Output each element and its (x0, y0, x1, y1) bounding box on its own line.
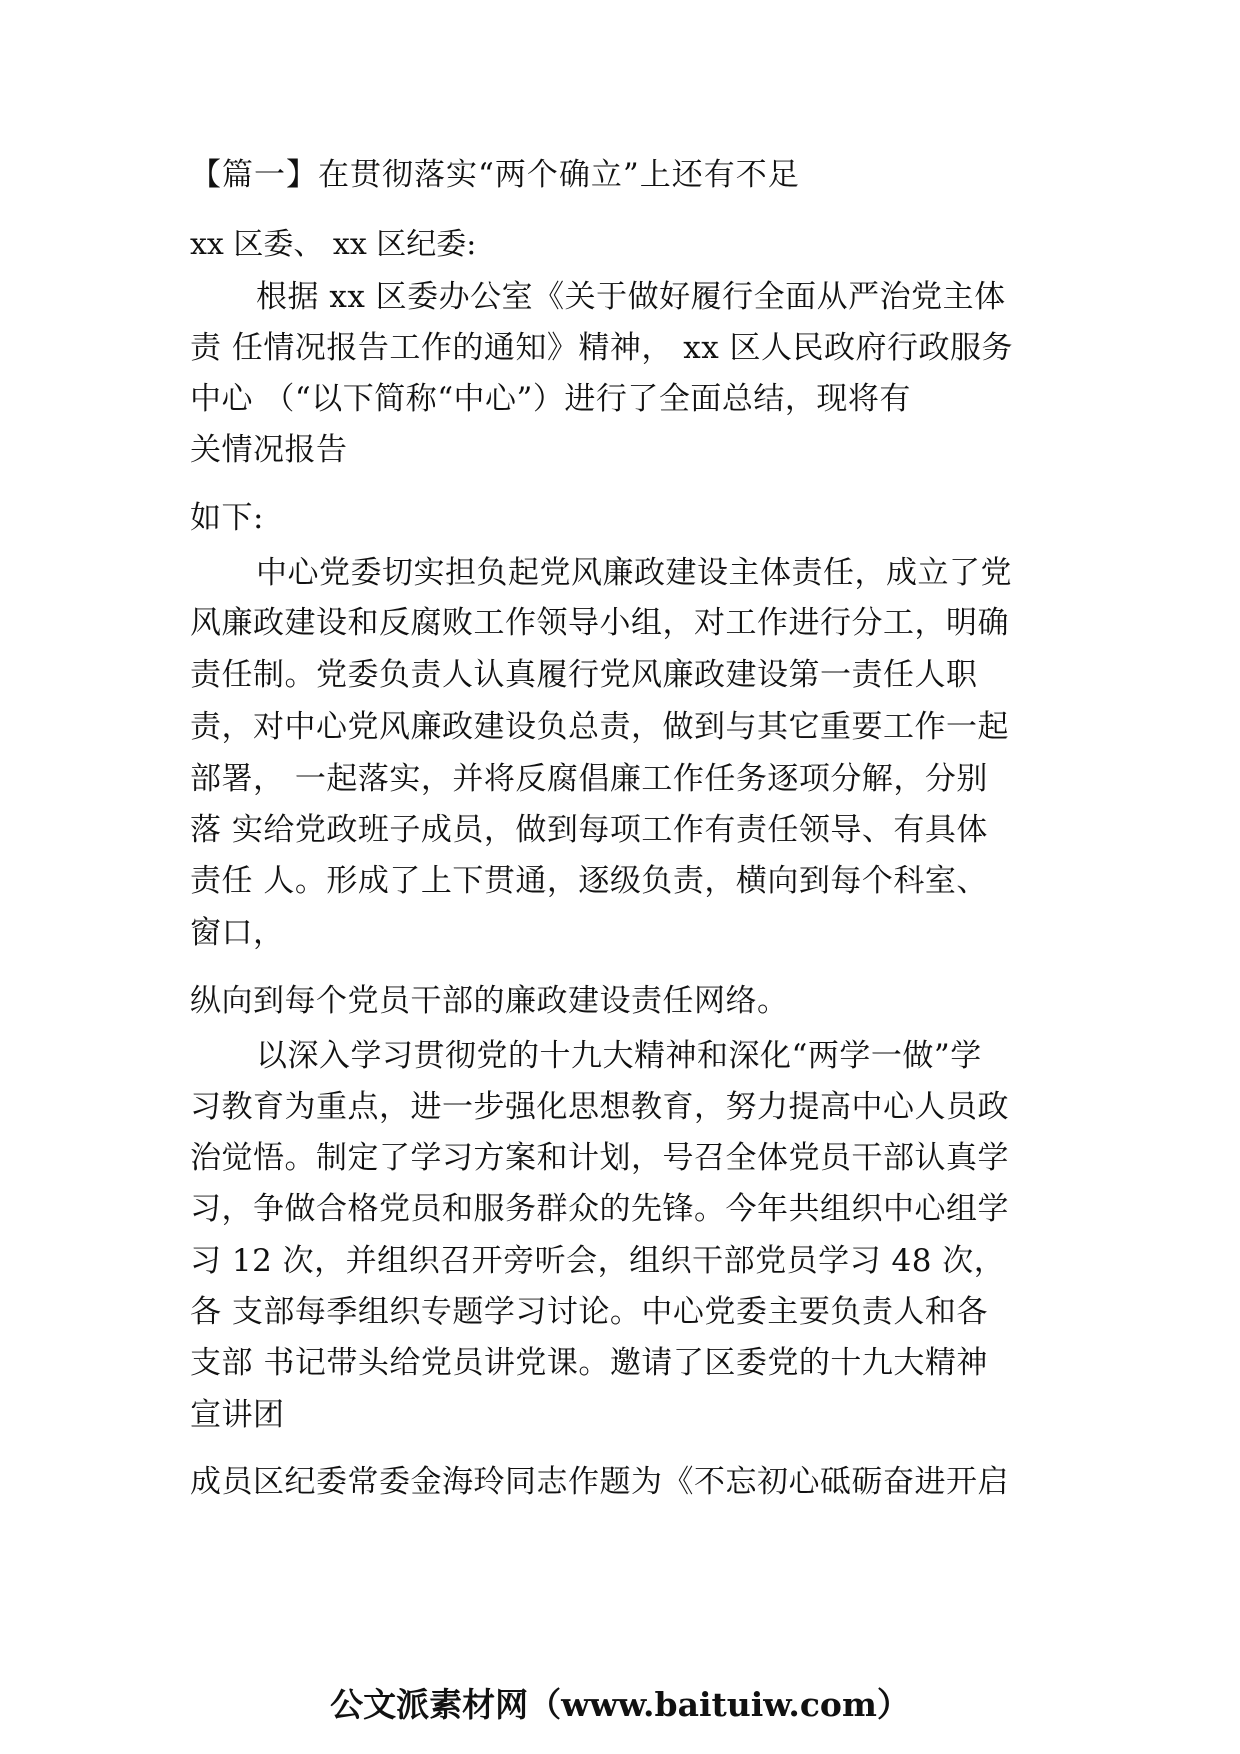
paragraph-3-line-8: 宣讲团 (190, 1397, 285, 1433)
paragraph-3-line-9: 成员区纪委常委金海玲同志作题为《不忘初心砥砺奋进开启 (190, 1464, 1009, 1500)
paragraph-3-line-7: 支部 书记带头给党员讲党课。邀请了区委党的十九大精神 (190, 1345, 988, 1381)
paragraph-2-line-3: 责任制。党委负责人认真履行党风廉政建设第一责任人职 (190, 657, 978, 693)
paragraph-1-line-5: 如下: (190, 500, 264, 536)
paragraph-3-line-4: 习，争做合格党员和服务群众的先锋。今年共组织中心组学 (190, 1191, 1009, 1227)
paragraph-3-line-5: 习 12 次，并组织召开旁听会，组织干部党员学习 48 次， (190, 1243, 1006, 1279)
source-footer: 公文派素材网（www.baituiw.com） (330, 1685, 910, 1724)
salutation: xx 区委、 xx 区纪委: (190, 227, 477, 262)
paragraph-3-line-6: 各 支部每季组织专题学习讨论。中心党委主要负责人和各 (190, 1294, 988, 1330)
paragraph-1-line-1: 根据 xx 区委办公室《关于做好履行全面从严治党主体 (256, 279, 1006, 315)
paragraph-3-line-2: 习教育为重点，进一步强化思想教育，努力提高中心人员政 (190, 1089, 1009, 1125)
paragraph-2-line-8: 窗口， (190, 915, 285, 951)
paragraph-1-line-4: 关情况报告 (190, 432, 348, 468)
paragraph-1-line-3: 中心 （“以下简称“中心”）进行了全面总结，现将有 (190, 381, 911, 417)
paragraph-2-line-1: 中心党委切实担负起党风廉政建设主体责任，成立了党 (256, 555, 1012, 591)
paragraph-2-line-9: 纵向到每个党员干部的廉政建设责任网络。 (190, 983, 789, 1019)
paragraph-2-line-5: 部署， 一起落实，并将反腐倡廉工作任务逐项分解，分别 (190, 761, 988, 797)
paragraph-1-line-2: 责 任情况报告工作的通知》精神， xx 区人民政府行政服务 (190, 330, 1014, 366)
paragraph-2-line-4: 责，对中心党风廉政建设负总责，做到与其它重要工作一起 (190, 709, 1009, 745)
document-heading: 【篇一】在贯彻落实“两个确立”上还有不足 (190, 157, 800, 193)
paragraph-3-line-3: 治觉悟。制定了学习方案和计划，号召全体党员干部认真学 (190, 1140, 1009, 1176)
paragraph-2-line-6: 落 实给党政班子成员，做到每项工作有责任领导、有具体 (190, 812, 988, 848)
paragraph-3-line-1: 以深入学习贯彻党的十九大精神和深化“两学一做”学 (256, 1038, 982, 1074)
paragraph-2-line-7: 责任 人。形成了上下贯通，逐级负责，横向到每个科室、 (190, 863, 988, 899)
paragraph-2-line-2: 风廉政建设和反腐败工作领导小组，对工作进行分工，明确 (190, 605, 1009, 641)
